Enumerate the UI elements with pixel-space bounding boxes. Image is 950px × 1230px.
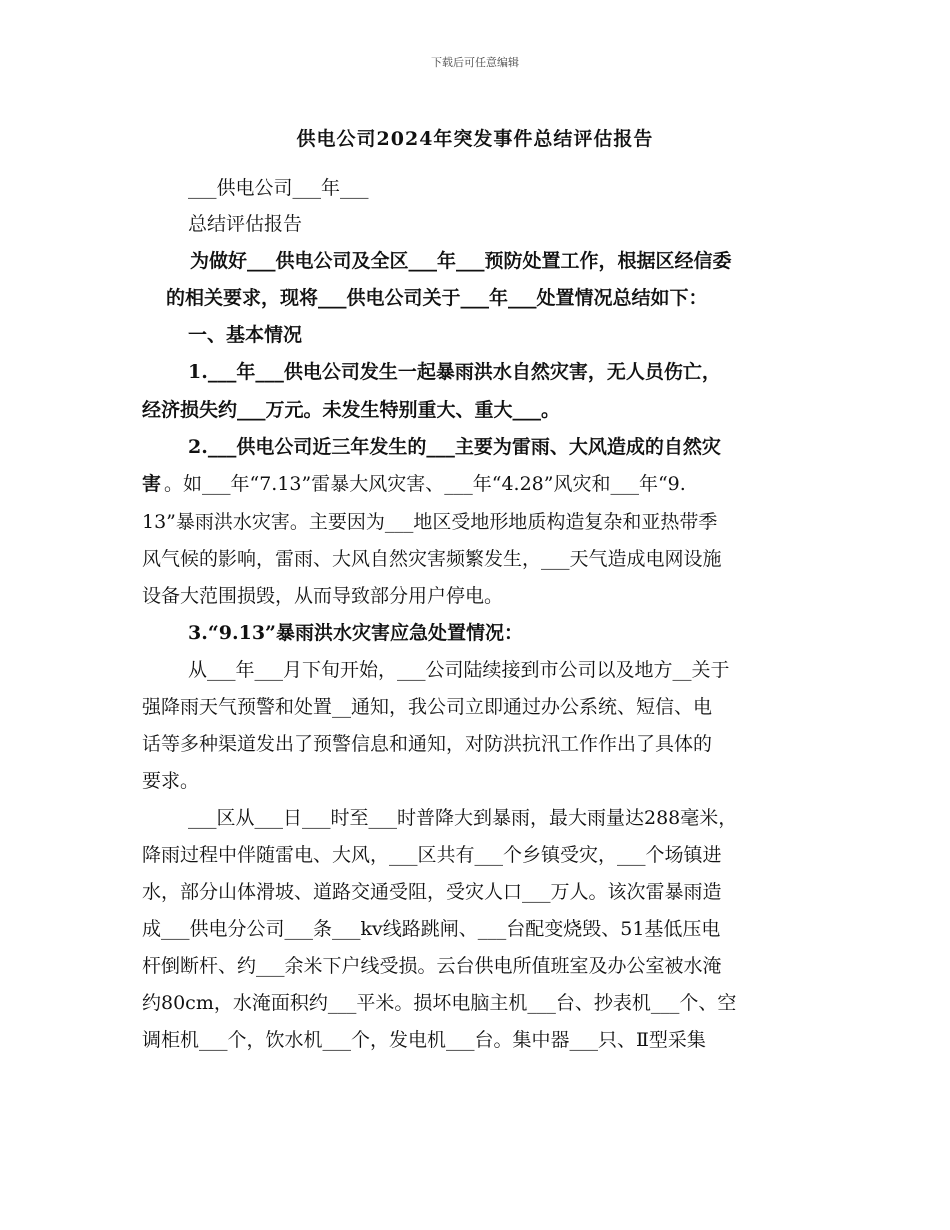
subtitle-line-2: 总结评估报告 [188, 213, 303, 235]
header-note: 下载后可任意编辑 [431, 56, 519, 69]
paragraph-intro-line-2: 的相关要求，现将___供电公司关于___年___处置情况总结如下： [166, 287, 708, 309]
item-3-heading: 3.“9.13”暴雨洪水灾害应急处置情况： [188, 622, 523, 644]
paragraph-damage-line-4: 成___供电分公司___条___kv线路跳闸、___台配变烧毁、51基低压电 [142, 918, 721, 940]
paragraph-damage-line-3: 水，部分山体滑坡、道路交通受阻，受灾人口___万人。该次雷暴雨造 [142, 881, 722, 903]
subtitle-line-1: ___供电公司___年___ [188, 177, 369, 199]
item-2-line-5: 设备大范围损毁，从而导致部分用户停电。 [142, 585, 504, 607]
item-1-line-2: 经济损失约___万元。未发生特别重大、重大___。 [142, 399, 561, 421]
item-2-line-1: 2.___供电公司近三年发生的___主要为雷雨、大风造成的自然灾 [188, 436, 721, 458]
paragraph-warning-line-4: 要求。 [142, 770, 200, 792]
paragraph-damage-line-5: 杆倒断杆、约___余米下户线受损。云台供电所值班室及办公室被水淹 [142, 955, 722, 977]
paragraph-damage-line-7: 调柜机___个，饮水机___个，发电机___台。集中器___只、Ⅱ型采集 [142, 1029, 706, 1051]
paragraph-intro-line-1: 为做好___供电公司及全区___年___预防处置工作，根据区经信委 [190, 250, 732, 272]
item-2-line-2-bold: 害 [142, 473, 162, 495]
paragraph-damage-line-6: 约80cm，水淹面积约___平米。损坏电脑主机___台、抄表机___个、空 [142, 992, 737, 1014]
paragraph-damage-line-1: ___区从___日___时至___时普降大到暴雨，最大雨量达288毫米， [188, 807, 738, 829]
section-heading-basic: 一、基本情况 [188, 324, 303, 346]
paragraph-warning-line-1: 从___年___月下旬开始，___公司陆续接到市公司以及地方__关于 [188, 659, 730, 681]
item-2-line-4: 风气候的影响，雷雨、大风自然灾害频繁发生，___天气造成电网设施 [142, 548, 722, 570]
item-2-line-2-rest: 。如___年“7.13”雷暴大风灾害、___年“4.28”风灾和___年“9. [164, 473, 686, 495]
item-2-line-3: 13”暴雨洪水灾害。主要因为___地区受地形地质构造复杂和亚热带季 [142, 511, 718, 533]
paragraph-warning-line-2: 强降雨天气预警和处置__通知，我公司立即通过办公系统、短信、电 [142, 696, 713, 718]
paragraph-warning-line-3: 话等多种渠道发出了预警信息和通知，对防洪抗汛工作作出了具体的 [142, 733, 713, 755]
document-title: 供电公司2024年突发事件总结评估报告 [296, 128, 654, 150]
paragraph-damage-line-2: 降雨过程中伴随雷电、大风，___区共有___个乡镇受灾，___个场镇进 [142, 844, 722, 866]
item-1-line-1: 1.___年___供电公司发生一起暴雨洪水自然灾害，无人员伤亡， [188, 361, 721, 383]
